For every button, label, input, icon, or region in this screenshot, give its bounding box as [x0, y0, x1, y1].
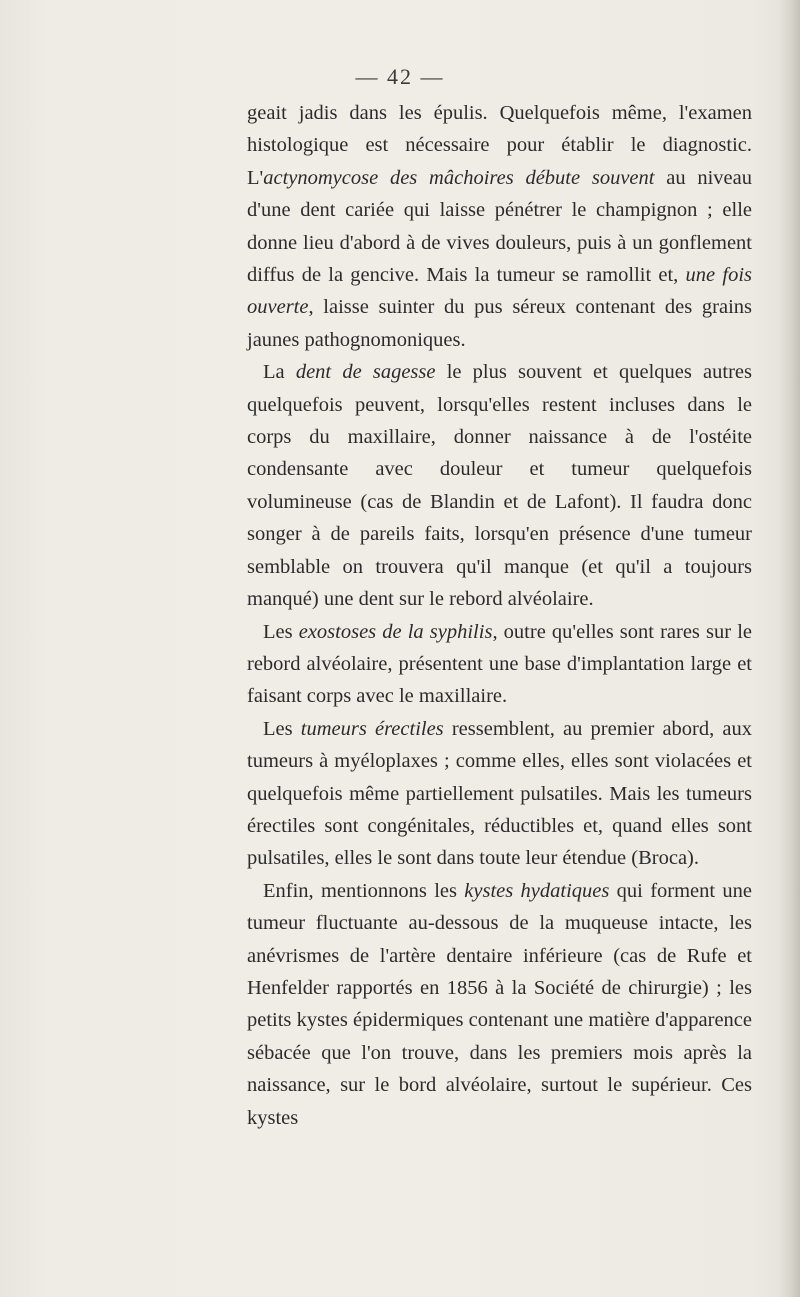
paragraph — [247, 97, 752, 356]
paragraph — [247, 356, 752, 615]
text-segment: le plus souvent et quelques autres quelquefois peuvent, lorsqu'elles restent incluses dans le corps du maxillaire, donner naissance à de l'ostéite condensante avec douleur et tumeur quelquefois volumineuse (cas de Blandin et de Lafont). Il faudra donc songer à de pareils faits, lorsqu'en présence d'une tumeur semblable on trouvera qu'il manque (et qu'il a toujours manqué) une dent sur le rebord alvéolaire. — [247, 361, 753, 611]
paragraph — [247, 713, 752, 875]
text-segment: , outre qu'elles sont rares sur le rebord alvéolaire, présentent une base d'implantation large et faisant corps avec le maxillaire. — [247, 620, 752, 708]
italic-term: actynomycose des mâchoires débute souvent — [263, 166, 655, 189]
paragraph — [247, 875, 752, 1134]
text-segment: Les — [263, 717, 301, 740]
italic-term: kystes hydatiques — [464, 879, 610, 902]
text-segment: Enfin, mentionnons les — [263, 879, 465, 902]
italic-term: exostoses de la syphilis — [298, 620, 493, 643]
text-segment: , laisse suinter du pus séreux contenant des grains jaunes pathognomoniques. — [247, 296, 752, 351]
text-segment: au niveau d'une dent cariée qui laisse pénétrer le champignon ; elle donne lieu d'abord à de vives douleurs, puis à un gonflement diffus de la gencive. Mais la tumeur se ramollit et, — [247, 166, 752, 287]
text-segment: geait jadis dans les épulis. Quelquefois même, l'examen histologique est nécessaire pour établir le diagnostic. L' — [247, 102, 752, 189]
page-number: — 42 — — [355, 64, 445, 89]
body-text — [247, 97, 752, 1134]
page-edge-shadow — [778, 0, 800, 1297]
text-segment: qui forment une tumeur fluctuante au-dessous de la muqueuse intacte, les anévrismes de l'artère dentaire inférieure (cas de Rufe et Henfelder rapportés en 1856 à la Société de chirurgie) ; les petits kystes épidermiques contenant une matière d'apparence sébacée que l'on trouve, dans les premiers mois après la naissance, sur le bord alvéolaire, surtout le supérieur. Ces kystes — [247, 879, 752, 1129]
italic-term: dent de sagesse — [295, 361, 436, 384]
italic-term: une fois ouverte — [247, 264, 752, 319]
text-segment: ressemblent, au premier abord, aux tumeurs à myéloplaxes ; comme elles, elles sont violacées et quelquefois même partiellement pulsatiles. Mais les tumeurs érectiles sont congénitales, réductibles et, quand elles sont pulsatiles, elles le sont dans toute leur étendue (Broca). — [247, 717, 753, 870]
italic-term: tumeurs érectiles — [300, 717, 444, 740]
text-segment: La — [263, 361, 296, 384]
paragraph — [247, 616, 752, 713]
text-segment: Les — [263, 620, 299, 643]
